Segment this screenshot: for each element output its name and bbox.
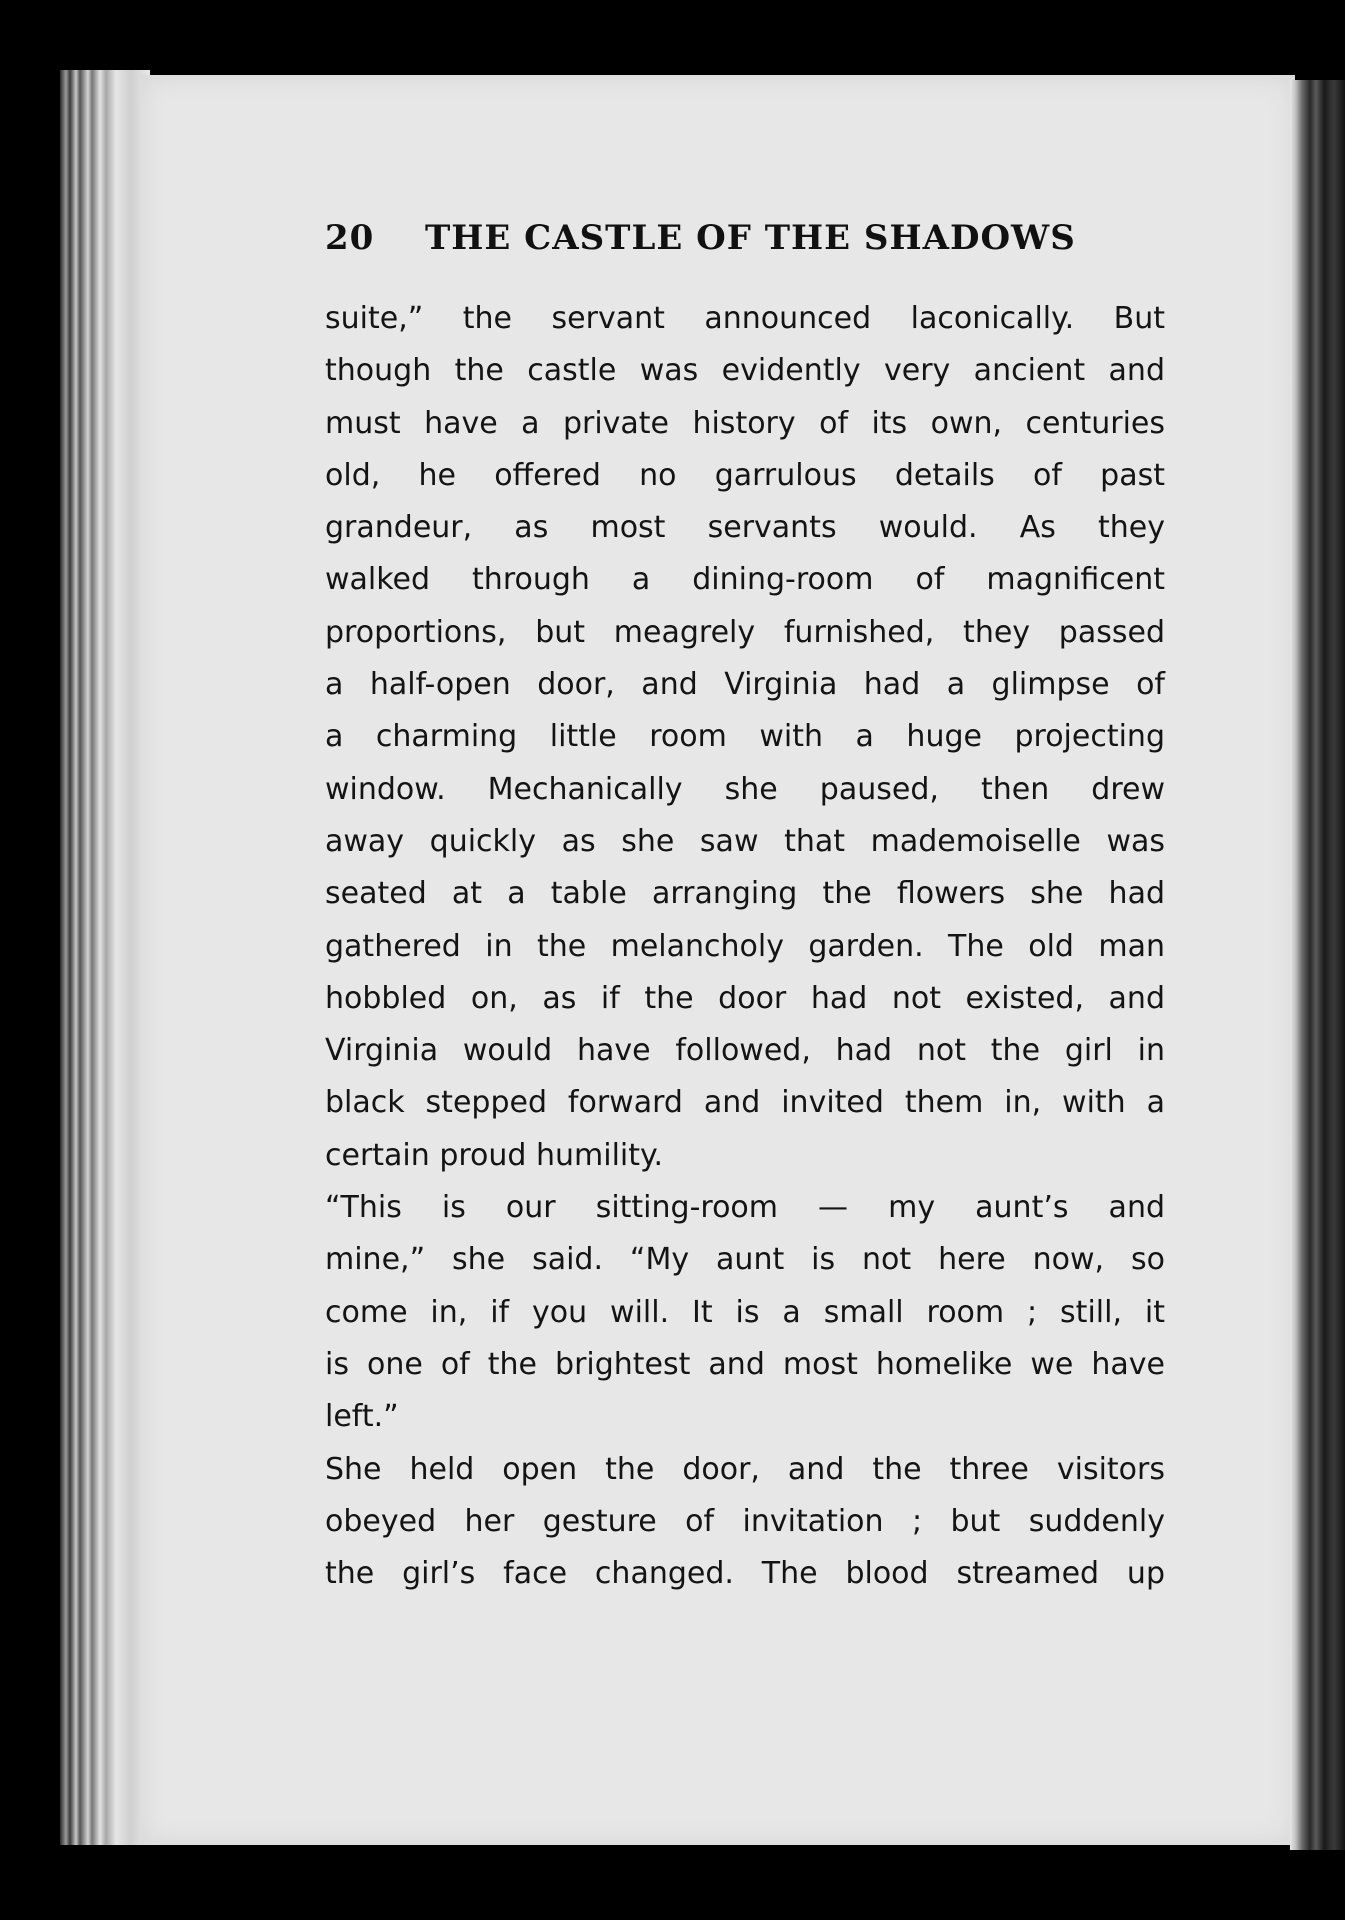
running-title: THE CASTLE OF THE SHADOWS bbox=[425, 218, 1076, 258]
text-line: certain proud humility. bbox=[325, 1137, 664, 1173]
text-line: a half-open door, and Virginia had a glimpse of bbox=[325, 667, 1165, 703]
text-line: old, he offered no garrulous details of past bbox=[325, 457, 1165, 493]
body-text bbox=[325, 293, 1165, 1600]
text-line: the girl’s face changed. The blood streamed up bbox=[325, 1556, 1165, 1592]
text-line: walked through a dining-room of magnificent bbox=[325, 562, 1165, 598]
page-header bbox=[325, 218, 1085, 268]
text-line: gathered in the melancholy garden. The old man bbox=[325, 928, 1165, 964]
page-number: 20 bbox=[325, 218, 375, 258]
text-line: come in, if you will. It is a small room ; still, it bbox=[325, 1294, 1165, 1330]
text-line: obeyed her gesture of invitation ; but suddenly bbox=[325, 1503, 1165, 1539]
text-line: proportions, but meagrely furnished, they passed bbox=[325, 614, 1165, 650]
text-line: black stepped forward and invited them in, with a bbox=[325, 1085, 1165, 1121]
text-line: away quickly as she saw that mademoiselle was bbox=[325, 823, 1165, 859]
book-left-edge bbox=[60, 70, 150, 1845]
text-line: a charming little room with a huge projecting bbox=[325, 719, 1165, 755]
text-line: hobbled on, as if the door had not existed, and bbox=[325, 980, 1165, 1016]
book-right-edge bbox=[1290, 80, 1345, 1850]
text-line: window. Mechanically she paused, then drew bbox=[325, 771, 1165, 807]
text-line: suite,” the servant announced laconically. But bbox=[325, 301, 1165, 336]
text-line: must have a private history of its own, centuries bbox=[325, 405, 1165, 441]
text-line: seated at a table arranging the flowers she had bbox=[325, 876, 1165, 912]
text-line: She held open the door, and the three visitors bbox=[325, 1451, 1165, 1487]
text-line: “This is our sitting-room — my aunt’s and bbox=[325, 1190, 1165, 1226]
text-line: though the castle was evidently very ancient and bbox=[325, 353, 1165, 389]
text-line: left.” bbox=[325, 1399, 399, 1435]
text-line: mine,” she said. “My aunt is not here now, so bbox=[325, 1242, 1165, 1278]
text-line: Virginia would have followed, had not the girl in bbox=[325, 1033, 1165, 1069]
text-line: grandeur, as most servants would. As they bbox=[325, 510, 1165, 546]
text-line: is one of the brightest and most homelike we have bbox=[325, 1346, 1165, 1382]
